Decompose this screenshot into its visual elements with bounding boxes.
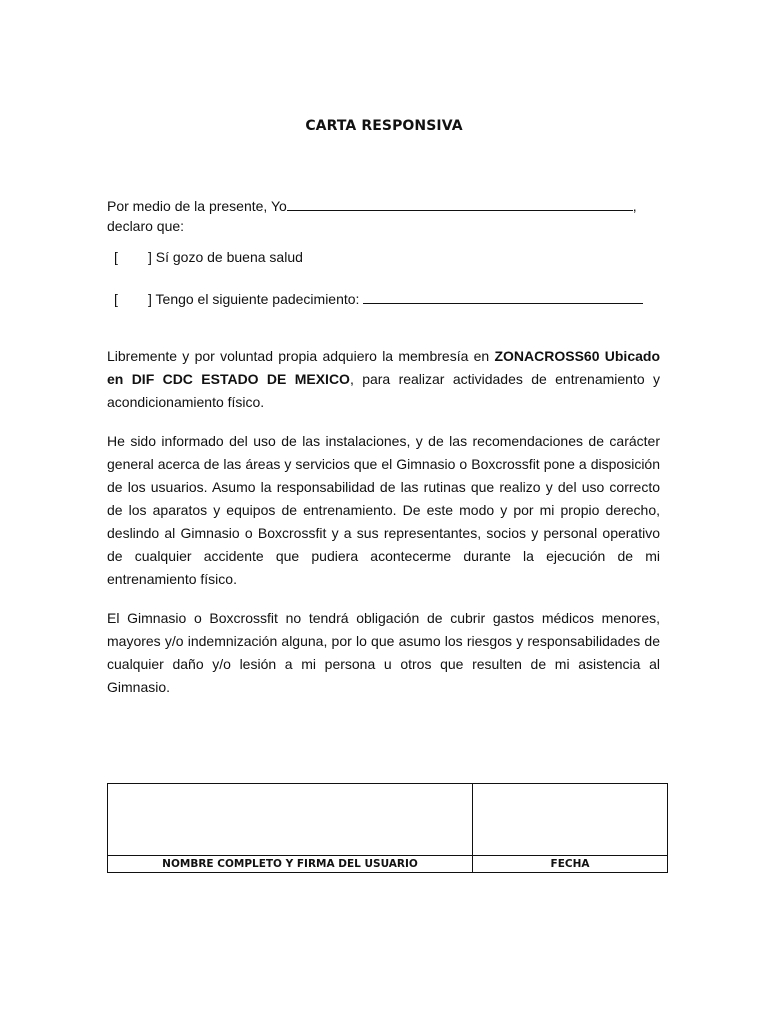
signature-box[interactable] xyxy=(108,784,473,856)
gym-name-location: ZONACROSS60 Ubicado en DIF CDC ESTADO DE MEXICO xyxy=(107,348,660,387)
option-good-health-bracket: [ xyxy=(114,249,118,265)
intro-line-1 xyxy=(107,196,667,216)
paragraph-liability: He sido informado del uso de las instalaciones, y de las recomendaciones de carácter general acerca de las áreas y servicios que el Gimnasio o Boxcrossfit pone a disposición de los usuarios. Asumo la responsabilidad de las rutinas que realizo y del uso correcto de los aparatos y equipos de entrenamiento. De este modo y por mi propio derecho, deslindo al Gimnasio o Boxcrossfit y a sus representantes, socios y personal operativo de cualquier accidente que pudiera acontecerme durante la ejecución de mi entrenamiento físico. xyxy=(107,433,660,587)
option-condition[interactable] xyxy=(114,289,643,307)
condition-blank-line[interactable] xyxy=(363,289,643,304)
paragraph-membership-part2: , para realizar actividades de entrenamiento y acondicionamiento físico. xyxy=(107,371,660,410)
option-condition-label: ] Tengo el siguiente padecimiento: xyxy=(148,291,360,307)
paragraph-medical-costs: El Gimnasio o Boxcrossfit no tendrá obligación de cubrir gastos médicos menores, mayores y/o indemnización alguna, por lo que asumo los riesgos y responsabilidades de cualquier daño y/o lesión a mi persona u otros que resulten de mi asistencia al Gimnasio. xyxy=(107,610,660,695)
option-good-health[interactable] xyxy=(114,249,303,265)
option-condition-bracket: [ xyxy=(114,291,118,307)
intro-line-2: declaro que: xyxy=(107,218,185,234)
document-title: CARTA RESPONSIVA xyxy=(305,118,463,134)
signature-label: NOMBRE COMPLETO Y FIRMA DEL USUARIO xyxy=(108,856,473,873)
intro-prefix: Por medio de la presente, Yo xyxy=(107,198,287,214)
date-box[interactable] xyxy=(473,784,668,856)
date-label: FECHA xyxy=(473,856,668,873)
intro-statement xyxy=(107,196,667,236)
intro-suffix: , xyxy=(632,198,637,214)
signature-table xyxy=(107,783,668,873)
name-blank-line[interactable] xyxy=(287,196,633,211)
paragraph-membership-part1: Libremente y por voluntad propia adquiero la membresía en xyxy=(107,348,495,364)
paragraph-membership xyxy=(107,345,660,414)
option-good-health-label: ] Sí gozo de buena salud xyxy=(148,249,303,265)
